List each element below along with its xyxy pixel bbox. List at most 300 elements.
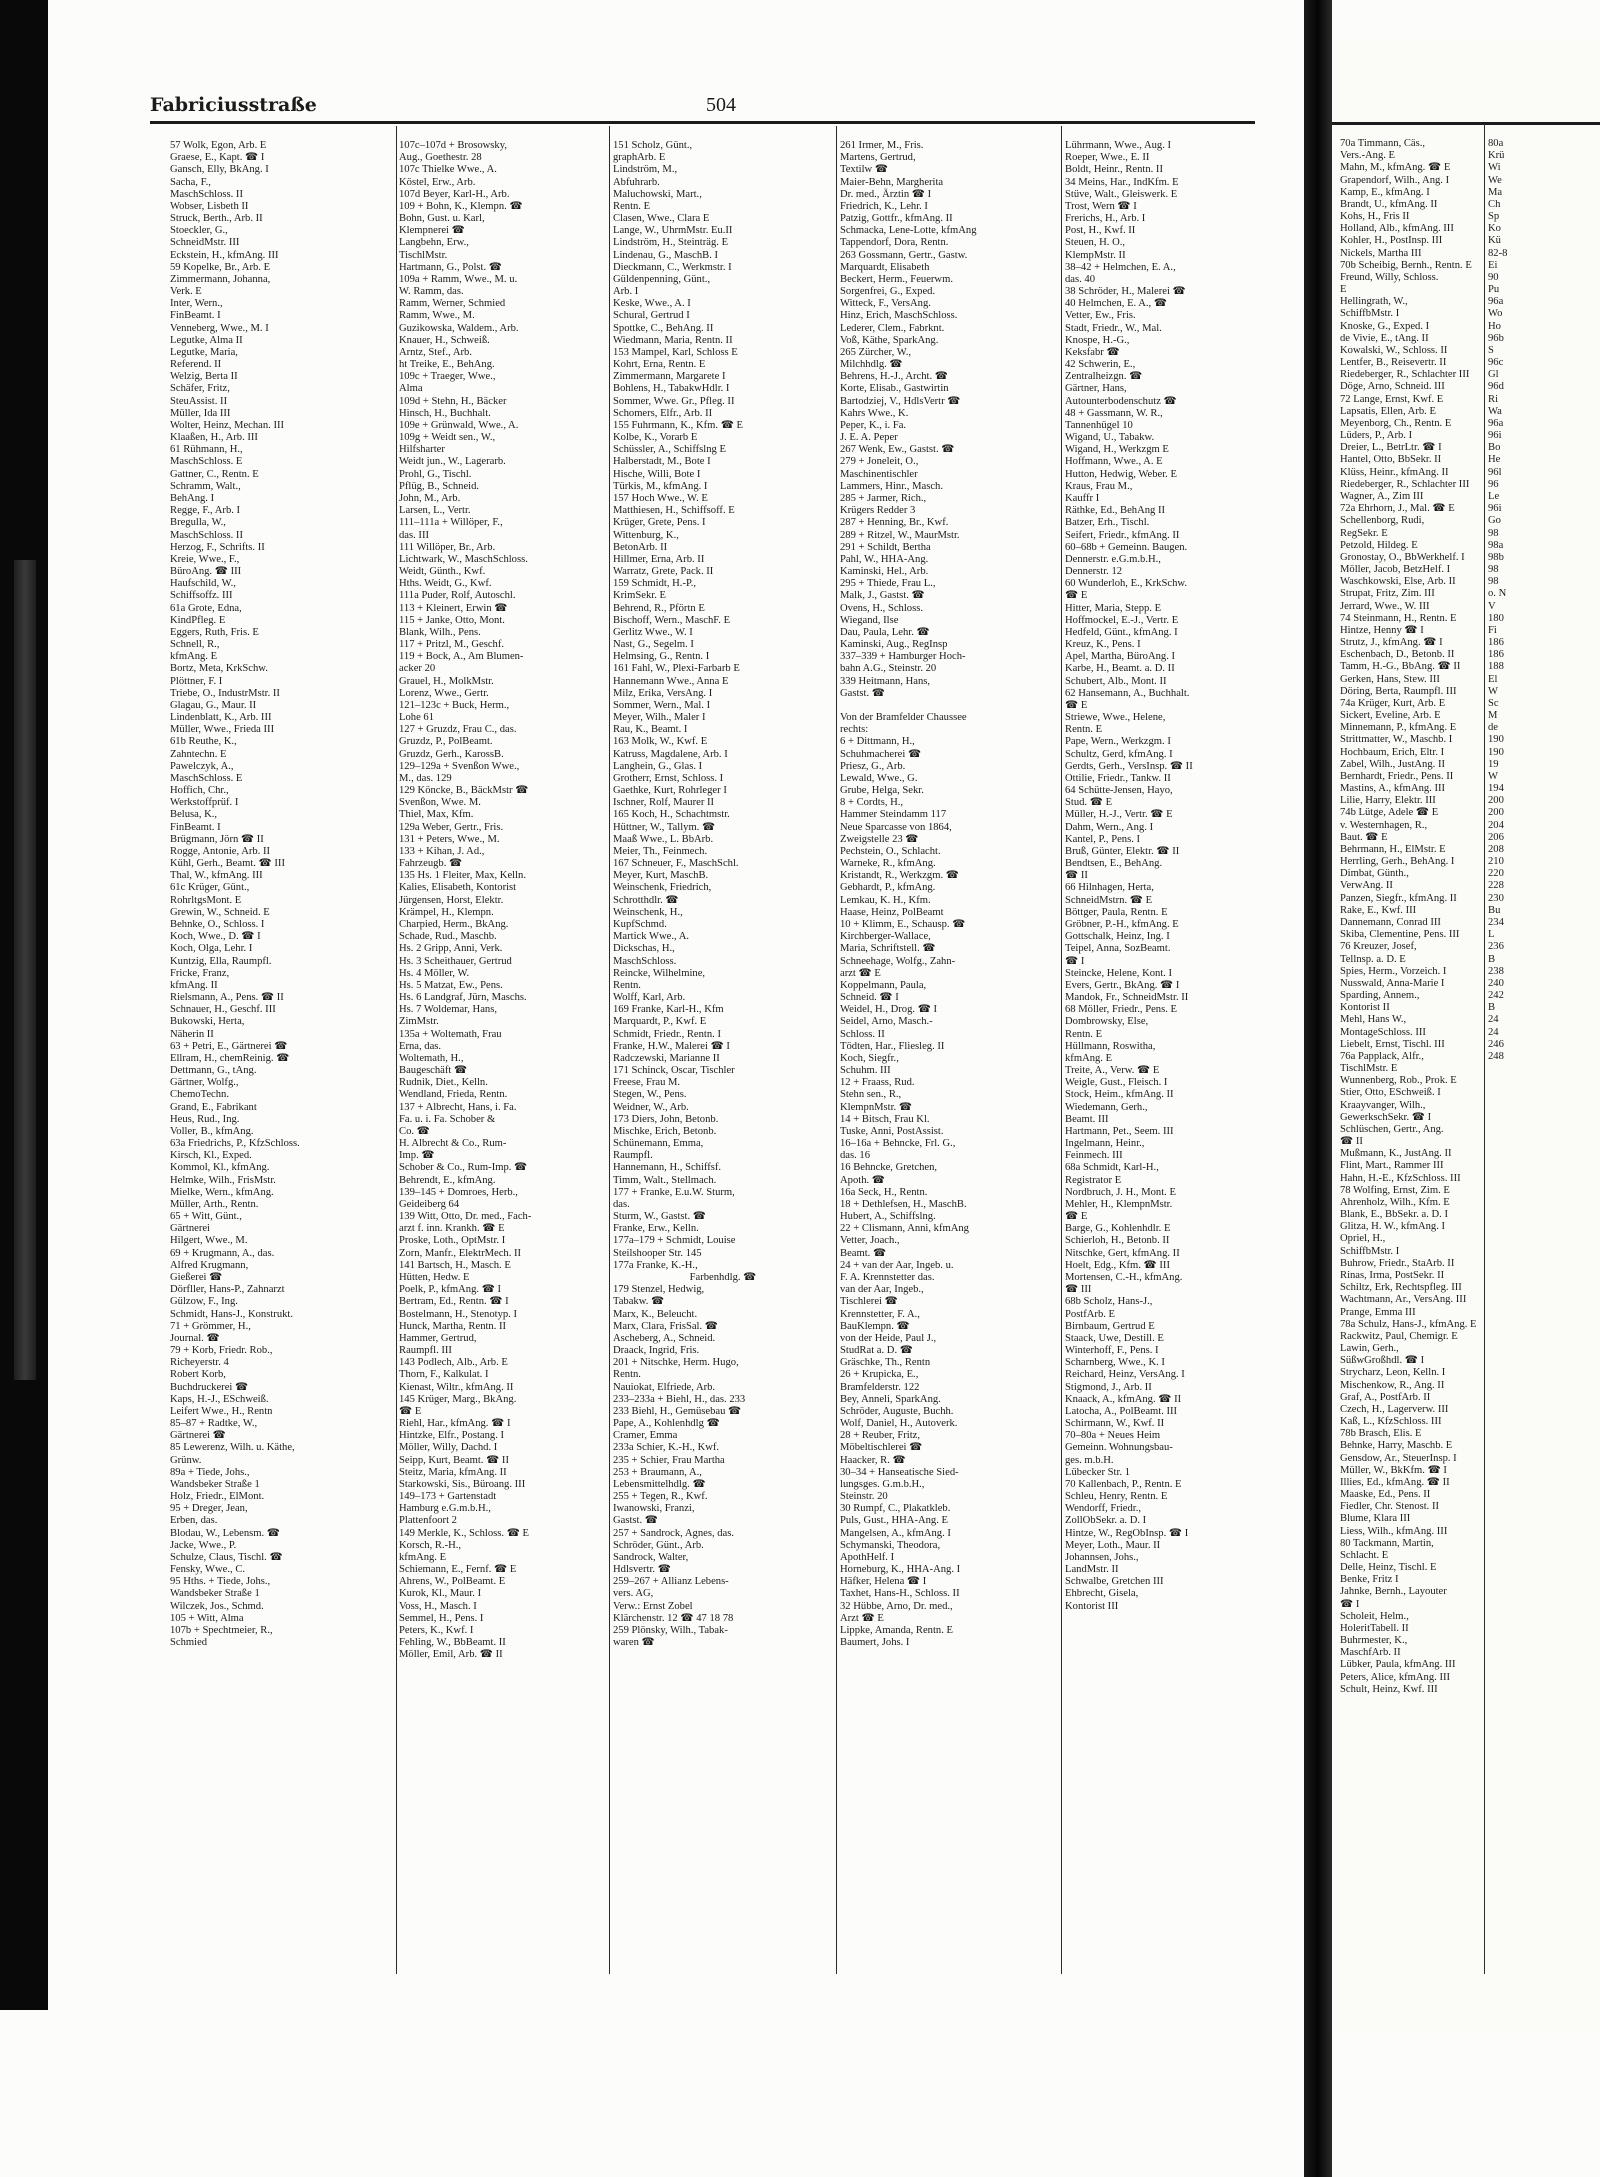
directory-entry-line: 96d xyxy=(1488,381,1504,393)
directory-entry-line: Ri xyxy=(1488,393,1499,405)
directory-entry-line: Scharnberg, Wwe., K. I xyxy=(1065,1357,1165,1369)
directory-entry-line: Koppelmann, Paula, xyxy=(840,979,927,991)
directory-entry-line: Behrmann, H., ElMstr. E xyxy=(1340,843,1446,855)
directory-entry-line: 40 Helmchen, E. A., ☎ xyxy=(1065,298,1168,310)
directory-entry-line: Rake, E., Kwf. III xyxy=(1340,904,1417,916)
directory-entry-line: Geideiberg 64 xyxy=(399,1198,460,1210)
directory-entry-line: Larsen, L., Vertr. xyxy=(399,505,471,517)
directory-entry-line: J. E. A. Peper xyxy=(840,432,898,444)
directory-entry-line: 12 + Fraass, Rud. xyxy=(840,1077,915,1089)
directory-entry-line: Herzog, F., Schrifts. II xyxy=(170,541,265,553)
directory-entry-line: Bortz, Meta, KrkSchw. xyxy=(170,663,268,675)
directory-entry-line: Schmidt, Friedr., Rentn. I xyxy=(613,1028,721,1040)
directory-entry-line: Kuntzig, Ella, Raumpfl. xyxy=(170,955,272,967)
directory-entry-line: 80 Tackmann, Martin, xyxy=(1340,1537,1434,1549)
directory-entry-line: Spottke, C., BehAng. II xyxy=(613,322,714,334)
header-rule xyxy=(150,121,1255,124)
directory-entry-line: Plöttner, F. I xyxy=(170,675,223,687)
directory-entry-line: Korte, Elisab., Gastwirtin xyxy=(840,383,949,395)
directory-entry-line: Guzikowska, Waldem., Arb. xyxy=(399,322,519,334)
directory-entry-line: Wachtmann, Ar., VersAng. III xyxy=(1340,1294,1467,1306)
directory-entry-line: Petzold, Hildeg. E xyxy=(1340,539,1418,551)
directory-entry-line: 179 Stenzel, Hedwig, xyxy=(613,1284,705,1296)
directory-entry-line: 78b Brasch, Elis. E xyxy=(1340,1428,1422,1440)
directory-entry-line: Krüger, Grete, Pens. I xyxy=(613,517,706,529)
directory-entry-line: Mehl, Hans W., xyxy=(1340,1014,1407,1026)
directory-entry-line: de xyxy=(1488,722,1498,734)
directory-entry-line: SchiffbMstr. I xyxy=(1340,308,1400,320)
directory-entry-line: Stadt, Friedr., W., Mal. xyxy=(1065,322,1162,334)
directory-entry-line: Glagau, G., Maur. II xyxy=(170,699,257,711)
directory-entry-line: 109 + Bohn, K., Klempn. ☎ xyxy=(399,200,523,212)
directory-entry-line: Langbehn, Erw., xyxy=(399,237,469,249)
directory-entry-line: Kohrt, Erna, Rentn. E xyxy=(613,359,706,371)
directory-entry-line: Bo xyxy=(1488,442,1501,454)
directory-entry-line: ☎ II xyxy=(1065,870,1088,882)
directory-entry-line: Wittenburg, K., xyxy=(613,529,679,541)
directory-entry-line: Peters, K., Kwf. I xyxy=(399,1624,474,1636)
directory-entry-line: BüroAng. ☎ III xyxy=(170,566,242,578)
directory-entry-line: 109e + Grünwald, Wwe., A. xyxy=(399,419,519,431)
directory-entry-line: Freund, Willy, Schloss. xyxy=(1340,271,1439,283)
directory-entry-line: Pape, A., Kohlenhdlg ☎ xyxy=(613,1418,720,1430)
directory-entry-line: Lammers, Hinr., Masch. xyxy=(840,480,943,492)
directory-entry-line: Wolff, Karl, Arb. xyxy=(613,992,686,1004)
directory-entry-line: 96a xyxy=(1488,417,1504,429)
directory-entry-line: Sorgenfrei, G., Exped. xyxy=(840,286,936,298)
directory-entry-line: von der Heide, Paul J., xyxy=(840,1332,937,1344)
directory-entry-line: kfmAng. E xyxy=(170,651,218,663)
directory-entry-line: Meier, Th., Feinmech. xyxy=(613,845,708,857)
directory-entry-line: Legutke, Alma II xyxy=(170,334,243,346)
directory-entry-line: Jürgensen, Horst, Elektr. xyxy=(399,894,504,906)
directory-entry-line: Go xyxy=(1488,515,1501,527)
directory-entry-line: Poelk, P., kfmAng. ☎ I xyxy=(399,1284,502,1296)
directory-entry-line: Weidel, H., Drog. ☎ I xyxy=(840,1004,938,1016)
directory-entry-line: PostfArb. E xyxy=(1065,1308,1116,1320)
directory-entry-line: Fensky, Wwe., C. xyxy=(170,1564,246,1576)
directory-entry-line: 105 + Witt, Alma xyxy=(170,1612,244,1624)
directory-entry-line: Döring, Berta, Raumpfl. III xyxy=(1340,685,1457,697)
directory-entry-line: Freese, Frau M. xyxy=(613,1077,681,1089)
book-gutter xyxy=(1304,0,1332,2177)
directory-entry-line: Krügers Redder 3 xyxy=(840,505,916,517)
directory-entry-line: Zentralheizgn. ☎ xyxy=(1065,371,1143,383)
directory-entry-line: MaschSchloss. E xyxy=(170,772,243,784)
directory-entry-line: Thorn, F., Kalkulat. I xyxy=(399,1369,489,1381)
directory-entry-line: Schubert, Alb., Mont. II xyxy=(1065,675,1167,687)
directory-entry-line: Weidt, Günth., Kwf. xyxy=(399,566,486,578)
directory-entry-line: Warneke, R., kfmAng. xyxy=(840,858,936,870)
directory-entry-line: Journal. ☎ xyxy=(170,1332,220,1344)
directory-entry-line: Behnke, O., Schloss. I xyxy=(170,919,265,930)
directory-entry-line: 98 xyxy=(1488,564,1499,576)
directory-entry-line: Schymanski, Theodora, xyxy=(840,1539,941,1551)
directory-entry-line: Gerken, Hans, Stew. III xyxy=(1340,673,1440,685)
directory-entry-line: Gebhardt, P., kfmAng. xyxy=(840,882,936,894)
directory-entry-line: Gruzdz, Gerh., KarossB. xyxy=(399,748,504,760)
directory-entry-line: 204 xyxy=(1488,819,1504,831)
directory-entry-line: Helmsing, G., Rentn. I xyxy=(613,651,710,663)
directory-entry-line: Taxhet, Hans-H., Schloss. II xyxy=(840,1588,960,1600)
directory-entry-line: Zimmermann, Johanna, xyxy=(170,273,271,285)
directory-entry-line: 61b Reuthe, K., xyxy=(170,736,237,748)
directory-entry-line: Kreuz, K., Pens. I xyxy=(1065,639,1141,651)
directory-entry-line: 257 + Sandrock, Agnes, das. xyxy=(613,1527,735,1539)
directory-entry-line: Kantel, P., Pens. I xyxy=(1065,833,1141,845)
directory-entry-line: ☎ E xyxy=(1065,590,1088,602)
directory-entry-line: Hammer Steindamm 117 xyxy=(840,809,947,821)
directory-entry-line: Horneburg, K., HHA-Ang. I xyxy=(840,1564,961,1576)
directory-entry-line: Marx, K., Beleucht. xyxy=(613,1308,698,1320)
directory-entry-line: 85–87 + Radtke, W., xyxy=(170,1418,258,1430)
directory-entry-line: waren ☎ xyxy=(613,1637,655,1649)
directory-entry-line: Grube, Helga, Sekr. xyxy=(840,785,924,797)
directory-entry-line: Fehling, W., BbBeamt. II xyxy=(399,1637,506,1649)
directory-entry-line: TischlMstr. xyxy=(399,249,448,261)
directory-entry-line: Böttger, Paula, Rentn. E xyxy=(1065,906,1168,918)
directory-entry-line: 167 Schneuer, F., MaschSchl. xyxy=(613,858,739,870)
directory-entry-line: 64 Schütte-Jensen, Hayo, xyxy=(1065,785,1173,797)
directory-entry-line: StudRat a. D. ☎ xyxy=(840,1345,913,1357)
directory-entry-line: Tappendorf, Dora, Rentn. xyxy=(840,237,949,249)
directory-entry-line: Schüssler, A., Schiffslng E xyxy=(613,444,726,456)
directory-entry-line: 295 + Thiede, Frau L., xyxy=(840,578,936,590)
directory-entry-line: Gansch, Elly, BkAng. I xyxy=(170,164,269,176)
directory-entry-line: Ellram, H., chemReinig. ☎ xyxy=(170,1052,290,1064)
directory-entry-line: S xyxy=(1488,344,1494,356)
directory-entry-line: Schnauer, H., Geschf. III xyxy=(170,1004,276,1016)
adjacent-column-2 xyxy=(1488,138,1598,1968)
directory-entry-line: Autounterbodenschutz ☎ xyxy=(1065,395,1177,407)
directory-entry-line: Zimmermann, Margarete I xyxy=(613,371,726,383)
directory-entry-line: ☎ II xyxy=(1340,1136,1363,1148)
directory-entry-line: 63 + Petri, E., Gärtnerei ☎ xyxy=(170,1040,288,1052)
directory-entry-line: Grotherr, Ernst, Schloss. I xyxy=(613,772,724,784)
directory-entry-line: Schmacka, Lene-Lotte, kfmAng xyxy=(840,225,977,237)
directory-entry-line: Hs. 5 Matzat, Ew., Pens. xyxy=(399,979,503,991)
directory-entry-line: Meyer, Wilh., Maler I xyxy=(613,712,706,724)
directory-entry-line: Grapendorf, Wilh., Ang. I xyxy=(1340,174,1450,186)
directory-entry-line: Mastins, A., kfmAng. III xyxy=(1340,783,1446,795)
directory-entry-line: Kommol, Kl., kfmAng. xyxy=(170,1162,270,1174)
directory-entry-line: Grewin, W., Schneid. E xyxy=(170,906,270,918)
directory-entry-line: Winterhoff, F., Pens. I xyxy=(1065,1345,1159,1357)
directory-entry-line: 194 xyxy=(1488,783,1504,795)
directory-entry-line: Schäfer, Fritz, xyxy=(170,383,230,395)
directory-entry-line: Frerichs, H., Arb. I xyxy=(1065,213,1146,225)
directory-entry-line: Bramfelderstr. 122 xyxy=(840,1381,920,1393)
directory-entry-line: 111–111a + Willöper, F., xyxy=(399,517,503,529)
directory-entry-line: Farbenhdlg. ☎ xyxy=(689,1271,757,1283)
directory-entry-line: Aug., Goethestr. 28 xyxy=(399,152,482,164)
directory-entry-line: Dennerstr. 12 xyxy=(1065,566,1123,578)
directory-entry-line: ☎ I xyxy=(1065,955,1085,967)
directory-entry-line: Wigand, U., Tabakw. xyxy=(1065,432,1155,444)
directory-entry-line: Wunnenberg, Rob., Prok. E xyxy=(1340,1075,1457,1087)
directory-entry-line: Hannemann Wwe., Anna E xyxy=(613,675,729,687)
directory-entry-line: Schramm, Walt., xyxy=(170,480,241,492)
directory-entry-line: 234 xyxy=(1488,917,1504,928)
directory-entry-line: 190 xyxy=(1488,746,1504,758)
directory-entry-line: Kontorist II xyxy=(1340,1002,1390,1014)
directory-entry-line: Le xyxy=(1488,490,1500,502)
directory-entry-line: Hamburg e.G.m.b.H., xyxy=(399,1503,491,1515)
directory-entry-line: Gerdts, Gerh., VersInsp. ☎ II xyxy=(1065,760,1193,772)
directory-entry-line: Strutz, J., kfmAng. ☎ I xyxy=(1340,637,1443,649)
directory-entry-line: 24 xyxy=(1488,1014,1499,1026)
directory-entry-line: Heus, Rud., Ing. xyxy=(170,1113,240,1125)
directory-entry-line: Zorn, Manfr., ElektrMech. II xyxy=(399,1247,522,1259)
directory-entry-line: Buhrow, Friedr., StaArb. II xyxy=(1340,1257,1455,1269)
directory-entry-line: Steilshooper Str. 145 xyxy=(613,1247,702,1259)
directory-entry-line: 96 xyxy=(1488,478,1499,490)
directory-entry-line: Schrotthdlr. ☎ xyxy=(613,894,679,906)
directory-entry-line: 141 Bartsch, H., Masch. E xyxy=(399,1259,511,1271)
directory-entry-line: Schleu, Henry, Rentn. E xyxy=(1065,1491,1168,1503)
directory-entry-line: arzt f. inn. Krankh. ☎ E xyxy=(399,1223,505,1235)
directory-entry-line: Buhrmester, K., xyxy=(1340,1635,1408,1647)
directory-entry-line: Rielsmann, A., Pens. ☎ II xyxy=(170,992,284,1004)
directory-entry-line: Dreier, L., BetrLtr. ☎ I xyxy=(1340,442,1442,454)
directory-entry-line: Franke, H.W., Malerei ☎ I xyxy=(613,1040,730,1052)
directory-entry-line: 171 Schinck, Oscar, Tischler xyxy=(613,1065,735,1077)
directory-entry-line: Semmel, H., Pens. I xyxy=(399,1612,484,1624)
directory-entry-line: Krennstetter, F. A., xyxy=(840,1308,920,1320)
directory-entry-line: 165 Koch, H., Schachtmstr. xyxy=(613,809,730,821)
directory-entry-line: 16 Behncke, Gretchen, xyxy=(840,1162,938,1174)
directory-entry-line: 22 + Clismann, Anni, kfmAng xyxy=(840,1223,969,1235)
directory-entry-line: 34 Meins, Har., IndKfm. E xyxy=(1065,176,1179,188)
directory-entry-line: Ahrens, W., PolBeamt. E xyxy=(399,1576,506,1588)
directory-entry-line: 111 Willöper, Br., Arb. xyxy=(399,541,496,553)
directory-entry-line: Dahm, Wern., Ang. I xyxy=(1065,821,1154,833)
directory-entry-line: Vers.-Ang. E xyxy=(1340,150,1396,162)
directory-entry-line: Steincke, Helene, Kont. I xyxy=(1065,967,1173,979)
directory-entry-line: Fa. u. i. Fa. Schober & xyxy=(399,1113,496,1125)
directory-entry-line: SchneidMstrn. ☎ E xyxy=(1065,894,1153,906)
directory-entry-line: 121–123c + Buck, Herm., xyxy=(399,699,510,711)
directory-entry-line: Kraayvanger, Wilh., xyxy=(1340,1099,1426,1111)
directory-entry-line: Hartmann, Pet., Seem. III xyxy=(1065,1125,1174,1137)
column-divider xyxy=(609,126,610,1974)
directory-entry-line: Schneid. ☎ I xyxy=(840,992,899,1004)
directory-entry-line: Stud. ☎ E xyxy=(1065,797,1113,809)
directory-entry-line: Weigle, Gust., Fleisch. I xyxy=(1065,1077,1168,1089)
directory-entry-line: Proske, Loth., OptMstr. I xyxy=(399,1235,506,1247)
directory-entry-line: Striewe, Wwe., Helene, xyxy=(1065,712,1166,724)
directory-entry-line: MaschSchloss. II xyxy=(170,529,243,541)
directory-entry-line: Bohlens, H., TabakwHdlr. I xyxy=(613,383,730,395)
directory-entry-line: LandMstr. II xyxy=(1065,1564,1119,1576)
directory-entry-line: Schuhm. III xyxy=(840,1065,891,1077)
directory-entry-line: Gerlitz Wwe., W. I xyxy=(613,626,693,638)
directory-entry-line: 8 + Cordts, H., xyxy=(840,797,904,809)
directory-entry-line: 255 + Tegen, R., Kwf. xyxy=(613,1491,708,1503)
directory-entry-line: Tischlerei ☎ xyxy=(840,1296,898,1308)
directory-entry-line: Hannemann, H., Schiffsf. xyxy=(613,1162,722,1174)
directory-entry-line: Witteck, F., VersAng. xyxy=(840,298,931,310)
directory-entry-line: HoleritTabell. II xyxy=(1340,1622,1409,1634)
directory-entry-line: Birnbaum, Gertrud E xyxy=(1065,1320,1155,1332)
directory-column-1 xyxy=(170,140,398,1970)
directory-entry-line: TischlMstr. E xyxy=(1340,1063,1398,1075)
directory-entry-line: Raumpfl. III xyxy=(399,1345,452,1357)
directory-entry-line: 61c Krüger, Günt., xyxy=(170,882,250,894)
directory-entry-line: Stoeckler, G., xyxy=(170,225,228,237)
directory-entry-line: 82-8 xyxy=(1488,247,1508,259)
directory-entry-line: Schulze, Claus, Tischl. ☎ xyxy=(170,1551,283,1563)
directory-entry-line: Kahrs Wwe., K. xyxy=(840,407,909,419)
directory-entry-line: Evers, Gertr., BkAng. ☎ I xyxy=(1065,979,1180,991)
directory-entry-line: 96i xyxy=(1488,503,1502,515)
directory-entry-line: 71 + Grömmer, H., xyxy=(170,1320,251,1332)
directory-entry-line: Hilfsharter xyxy=(399,444,445,456)
directory-entry-line: Ko xyxy=(1488,223,1501,235)
directory-entry-line: Gastst. ☎ xyxy=(840,687,885,699)
directory-entry-line: Pawelczyk, A., xyxy=(170,760,234,772)
directory-entry-line: Kienast, Wiltr., kfmAng. II xyxy=(399,1381,514,1393)
directory-entry-line: Mahn, M., kfmAng. ☎ E xyxy=(1340,162,1451,174)
directory-entry-line: 68b Scholz, Hans-J., xyxy=(1065,1296,1153,1308)
directory-entry-line: Batzer, Erh., Tischl. xyxy=(1065,517,1150,529)
directory-entry-line: Knaack, A., kfmAng. ☎ II xyxy=(1065,1393,1182,1405)
directory-entry-line: Priesz, G., Arb. xyxy=(840,760,906,772)
column-divider xyxy=(836,126,837,1974)
directory-entry-line: Baumert, Johs. I xyxy=(840,1637,910,1649)
directory-entry-line: 70a Timmann, Cäs., xyxy=(1340,138,1426,149)
directory-entry-line: Rentn. E xyxy=(1065,1028,1103,1040)
directory-entry-line: Robert Korb, xyxy=(170,1369,226,1381)
directory-entry-line: Mangelsen, A., kfmAng. I xyxy=(840,1527,951,1539)
directory-entry-line: He xyxy=(1488,454,1501,466)
directory-entry-line: 26 + Krupicka, E., xyxy=(840,1369,919,1381)
directory-entry-line: Lübecker Str. 1 xyxy=(1065,1466,1131,1478)
directory-entry-line: Keske, Wwe., A. I xyxy=(613,298,691,310)
directory-entry-line: Tellnsp. a. D. E xyxy=(1340,953,1406,965)
directory-entry-line: Schröder, Günt., Arb. xyxy=(613,1539,704,1551)
directory-entry-line: Hs. 4 Möller, W. xyxy=(399,967,470,979)
directory-entry-line: Voller, B., kfmAng. xyxy=(170,1125,254,1137)
directory-entry-line: Lichtwark, W., MaschSchloss. xyxy=(399,553,528,565)
directory-entry-line: Baugeschäft ☎ xyxy=(399,1065,468,1077)
directory-entry-line: Hintzke, Elfr., Postang. I xyxy=(399,1430,505,1442)
directory-entry-line: Jerrard, Wwe., W. III xyxy=(1340,600,1430,612)
directory-entry-line: Hütten, Hedw. E xyxy=(399,1271,470,1283)
directory-entry-line: v. Westernhagen, R., xyxy=(1340,819,1428,831)
directory-entry-line: Behrend, R., Pförtn E xyxy=(613,602,705,614)
directory-entry-line: Hinsch, H., Buchhalt. xyxy=(399,407,491,419)
directory-entry-line: Registrator E xyxy=(1065,1174,1122,1186)
directory-entry-line: Stigmond, J., Arb. II xyxy=(1065,1381,1152,1393)
directory-entry-line: 233–233a + Biehl, H., das. 233 xyxy=(613,1393,746,1405)
directory-entry-line: Liess, Wilh., kfmAng. III xyxy=(1340,1525,1448,1537)
directory-entry-line: lungsges. G.m.b.H., xyxy=(840,1478,925,1490)
directory-entry-line: Dörfller, Hans-P., Zahnarzt xyxy=(170,1284,285,1296)
directory-entry-line: Kirsch, Kl., Exped. xyxy=(170,1150,252,1162)
directory-entry-line: 201 + Nitschke, Herm. Hugo, xyxy=(613,1357,739,1369)
directory-entry-line: 98 xyxy=(1488,527,1499,539)
directory-entry-line: 236 xyxy=(1488,941,1504,953)
directory-entry-line: Rentn. xyxy=(613,979,641,991)
directory-entry-line: 186 xyxy=(1488,637,1504,649)
directory-entry-line: 267 Wenk, Ew., Gastst. ☎ xyxy=(840,444,955,456)
directory-entry-line: 68 Möller, Friedr., Pens. E xyxy=(1065,1004,1177,1016)
directory-entry-line: Maria, Schriftstell. ☎ xyxy=(840,943,936,955)
directory-entry-line: 129a Weber, Gertr., Fris. xyxy=(399,821,504,833)
directory-entry-line: 96b xyxy=(1488,332,1504,344)
directory-entry-line: Blodau, W., Lebensm. ☎ xyxy=(170,1527,281,1539)
directory-entry-line: Voß, Käthe, SparkAng. xyxy=(840,334,939,346)
directory-entry-line: Nusswald, Anna-Marie I xyxy=(1340,977,1445,989)
directory-entry-line: Martens, Gertrud, xyxy=(840,152,916,164)
directory-entry-line: Hunck, Martha, Rentn. II xyxy=(399,1320,507,1332)
directory-entry-line: BehAng. I xyxy=(170,492,215,504)
adjacent-column-divider xyxy=(1484,124,1485,1974)
directory-entry-line: Hillmer, Erna, Arb. II xyxy=(613,553,705,565)
directory-entry-line: 78a Schulz, Hans-J., kfmAng. E xyxy=(1340,1318,1477,1330)
directory-entry-line: Graese, E., Kapt. ☎ I xyxy=(170,152,265,164)
directory-entry-line: 18 + Dethlefsen, H., MaschB. xyxy=(840,1198,967,1210)
directory-entry-line: Gärtner, Hans, xyxy=(1065,383,1127,395)
directory-entry-line: Puls, Gust., HHA-Ang. E xyxy=(840,1515,949,1527)
directory-entry-line: Glitza, H. W., kfmAng. I xyxy=(1340,1221,1446,1233)
directory-entry-line: SteuAssist. II xyxy=(170,395,228,407)
directory-entry-line: Hoffmann, Wwe., A. E xyxy=(1065,456,1163,468)
directory-entry-line: Halberstadt, M., Bote I xyxy=(613,456,711,468)
directory-entry-line: Riedeberger, R., Schlachter III xyxy=(1340,478,1470,490)
directory-entry-line: 220 xyxy=(1488,868,1504,880)
directory-entry-line: Lilie, Harry, Elektr. III xyxy=(1340,795,1436,807)
directory-entry-line: Ei xyxy=(1488,259,1498,271)
directory-entry-line: Lemkau, K. H., Kfm. xyxy=(840,894,931,906)
directory-entry-line: Strittmatter, W., Maschb. I xyxy=(1340,734,1453,746)
directory-entry-line: SchiffbMstr. I xyxy=(1340,1245,1400,1257)
directory-entry-line: 74 Steinmann, H., Rentn. E xyxy=(1340,612,1457,624)
directory-entry-line: Plattenfoort 2 xyxy=(399,1515,457,1527)
directory-entry-line: ☎ E xyxy=(399,1405,422,1417)
directory-entry-line: Weidt jun., W., Lagerarb. xyxy=(399,456,506,468)
directory-entry-line: 10 + Klimm, E., Schausp. ☎ xyxy=(840,919,966,930)
directory-entry-line: 74a Krüger, Kurt, Arb. E xyxy=(1340,697,1446,709)
directory-entry-line: Koch, Olga, Lehr. I xyxy=(170,943,253,955)
directory-entry-line: 119 + Bock, A., Am Blumen- xyxy=(399,651,524,663)
directory-entry-line: Maschinentischler xyxy=(840,468,918,480)
directory-entry-line: Apoth. ☎ xyxy=(840,1174,885,1186)
directory-entry-line: 200 xyxy=(1488,807,1504,819)
directory-entry-line: Ahrenholz, Wilh., Kfm. E xyxy=(1340,1196,1450,1208)
directory-entry-line: Gärtnerei ☎ xyxy=(170,1430,226,1442)
directory-entry-line: Bruß, Günter, Elektr. ☎ II xyxy=(1065,845,1180,857)
directory-entry-line: John, M., Arb. xyxy=(399,492,461,504)
directory-entry-line: Svenßon, Wwe. M. xyxy=(399,797,481,809)
directory-entry-line: Pechstein, O., Schlacht. xyxy=(840,845,941,857)
directory-entry-line: Bertram, Ed., Rentn. ☎ I xyxy=(399,1296,509,1308)
directory-entry-line: Bartodziej, V., HdlsVertr ☎ xyxy=(840,395,961,407)
directory-entry-line: Wi xyxy=(1488,162,1501,174)
directory-entry-line: 85 Lewerenz, Wilh. u. Käthe, xyxy=(170,1442,295,1454)
directory-entry-line: 90 xyxy=(1488,271,1499,283)
directory-entry-line: Reichard, Heinz, VersAng. I xyxy=(1065,1369,1185,1381)
directory-entry-line: Steuen, H. O., xyxy=(1065,237,1126,249)
directory-entry-line: Karbe, H., Beamt. a. D. II xyxy=(1065,663,1175,675)
directory-entry-line: Dickschas, H., xyxy=(613,943,675,955)
directory-entry-line: Charpied, Herm., BkAng. xyxy=(399,919,509,930)
directory-entry-line: Marx, Clara, FrisSal. ☎ xyxy=(613,1320,718,1332)
directory-entry-line: 19 xyxy=(1488,758,1499,770)
directory-entry-line: das. xyxy=(613,1198,630,1210)
directory-entry-line: Belusa, K., xyxy=(170,809,218,821)
